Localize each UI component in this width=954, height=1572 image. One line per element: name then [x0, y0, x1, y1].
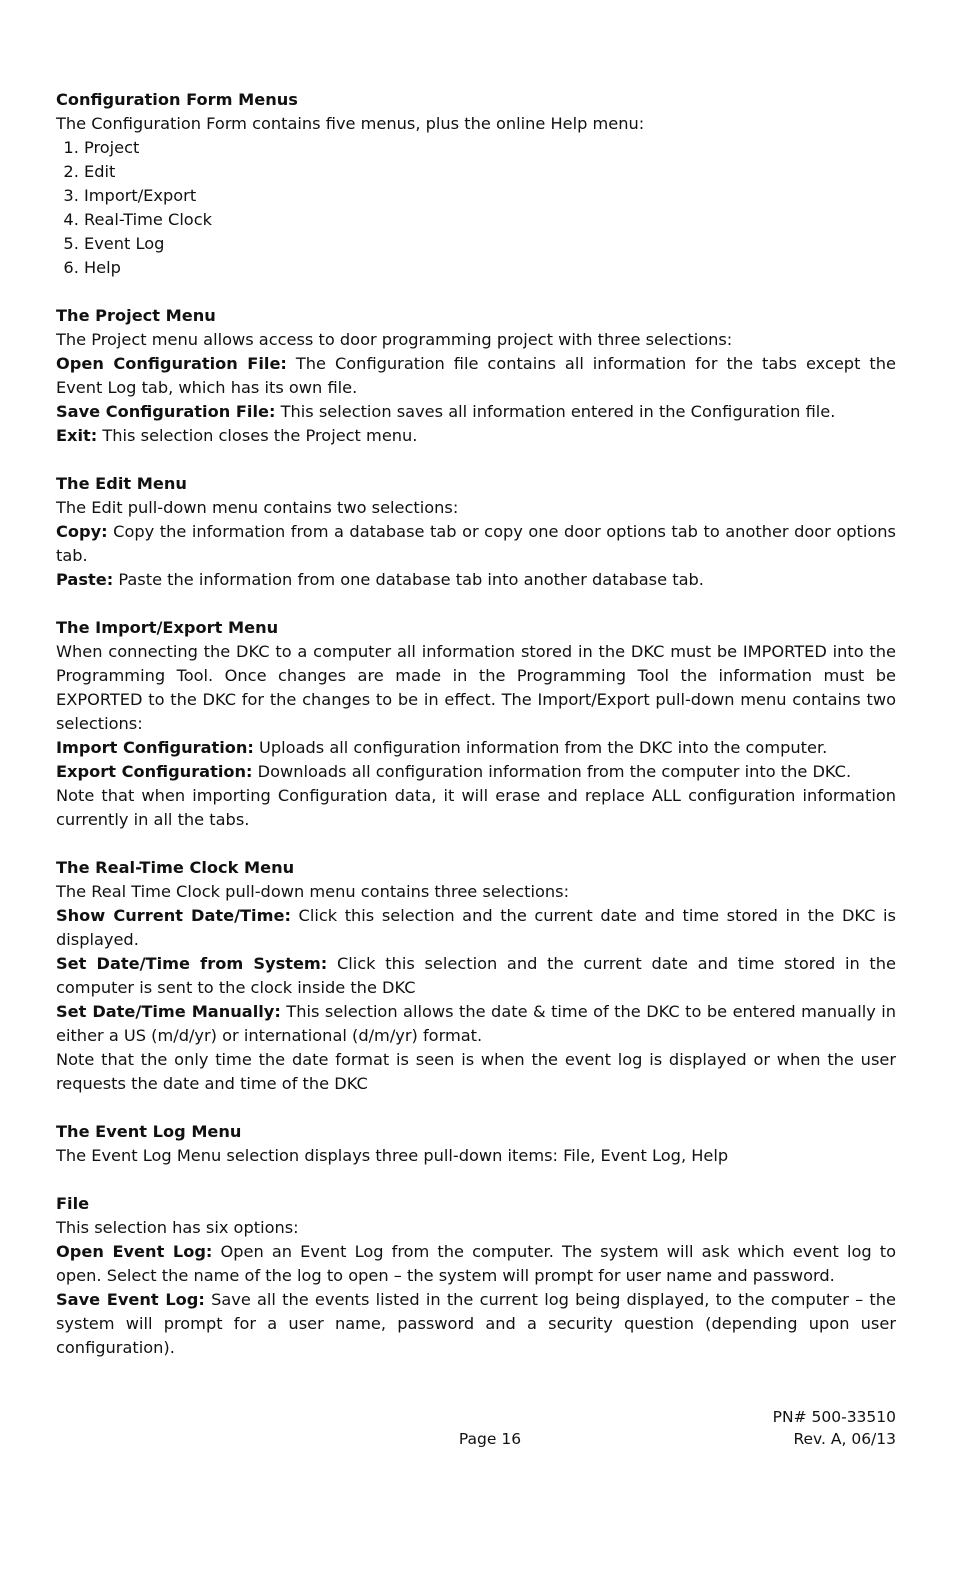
item-text: Open an Event Log from the computer. The system will ask which event log to open. Select the name of the log to open – the system will prompt for user name and password. [56, 1242, 896, 1285]
part-number: PN# 500-33510 [772, 1408, 896, 1426]
item-text: Click this selection and the current date and time stored in the DKC is displayed. [56, 906, 896, 949]
item-term: Set Date/Time Manually: [56, 1002, 281, 1021]
item-term: Open Configuration File: [56, 354, 287, 373]
document-page [56, 88, 896, 1360]
item-term: Paste: [56, 570, 114, 589]
rtc-note: Note that the only time the date format is seen is when the event log is displayed or when the user requests the date and time of the DKC [56, 1050, 896, 1093]
edit-intro: The Edit pull-down menu contains two selections: [56, 498, 459, 517]
revision: Rev. A, 06/13 [793, 1430, 896, 1448]
rtc-item [56, 952, 896, 1000]
item-term: Set Date/Time from System: [56, 954, 328, 973]
item-text: Click this selection and the current date and time stored in the computer is sent to the clock inside the DKC [56, 954, 896, 997]
item-text: Save all the events listed in the current log being displayed, to the computer – the system will prompt for a user name, password and a security question (depending upon user configuration). [56, 1290, 896, 1357]
item-text: The Configuration file contains all information for the tabs except the Event Log tab, which has its own file. [56, 354, 896, 397]
item-text: This selection saves all information entered in the Configuration file. [275, 402, 836, 421]
item-term: Exit: [56, 426, 98, 445]
item-term: Save Configuration File: [56, 402, 276, 421]
item-text: Uploads all configuration information from the DKC into the computer. [253, 738, 828, 757]
page-number: Page 16 [458, 1430, 522, 1448]
item-text: Paste the information from one database tab into another database tab. [113, 570, 704, 589]
section-heading-event-log: The Event Log Menu [56, 1122, 242, 1141]
section-heading-config-menus: Configuration Form Menus [56, 90, 298, 109]
rtc-item [56, 1000, 896, 1048]
section-heading-import-export: The Import/Export Menu [56, 618, 279, 637]
import-export-note: Note that when importing Configuration data, it will erase and replace ALL configuration information currently in all the tabs. [56, 786, 896, 829]
item-term: Copy: [56, 522, 108, 541]
project-item [56, 352, 896, 400]
item-term: Save Event Log: [56, 1290, 205, 1309]
item-term: Export Configuration: [56, 762, 253, 781]
list-item: 2. Edit [84, 160, 896, 184]
section-heading-edit: The Edit Menu [56, 474, 187, 493]
item-term: Import Configuration: [56, 738, 254, 757]
list-item: 6. Help [84, 256, 896, 280]
section-heading-file: File [56, 1194, 90, 1213]
list-item: 1. Project [84, 136, 896, 160]
rtc-intro: The Real Time Clock pull-down menu contains three selections: [56, 882, 570, 901]
project-intro: The Project menu allows access to door programming project with three selections: [56, 330, 733, 349]
config-menus-intro: The Configuration Form contains five menus, plus the online Help menu: [56, 114, 645, 133]
list-item: 5. Event Log [84, 232, 896, 256]
import-export-item [56, 736, 896, 760]
item-term: Show Current Date/Time: [56, 906, 291, 925]
edit-item [56, 520, 896, 568]
item-text: Copy the information from a database tab or copy one door options tab to another door options tab. [56, 522, 896, 565]
item-term: Open Event Log: [56, 1242, 213, 1261]
item-text: This selection allows the date & time of the DKC to be entered manually in either a US (m/d/yr) or international (d/m/yr) format. [56, 1002, 897, 1045]
import-export-intro: When connecting the DKC to a computer all information stored in the DKC must be IMPORTED into the Programming Tool. Once changes are made in the Programming Tool the information must be EXPORTED to the DKC for the changes to be in effect. The Import/Export pull-down menu contains two selections: [56, 642, 896, 733]
item-text: This selection closes the Project menu. [97, 426, 418, 445]
file-item [56, 1240, 896, 1288]
rtc-item [56, 904, 896, 952]
config-menus-list [56, 136, 896, 280]
list-item: 4. Real-Time Clock [84, 208, 896, 232]
item-text: Downloads all configuration information from the computer into the DKC. [252, 762, 852, 781]
project-item [56, 424, 896, 448]
project-item [56, 400, 896, 424]
event-log-intro: The Event Log Menu selection displays three pull-down items: File, Event Log, Help [56, 1146, 729, 1165]
import-export-item [56, 760, 896, 784]
section-heading-rtc: The Real-Time Clock Menu [56, 858, 295, 877]
file-intro: This selection has six options: [56, 1218, 299, 1237]
edit-item [56, 568, 896, 592]
list-item: 3. Import/Export [84, 184, 896, 208]
section-heading-project: The Project Menu [56, 306, 216, 325]
file-item [56, 1288, 896, 1360]
